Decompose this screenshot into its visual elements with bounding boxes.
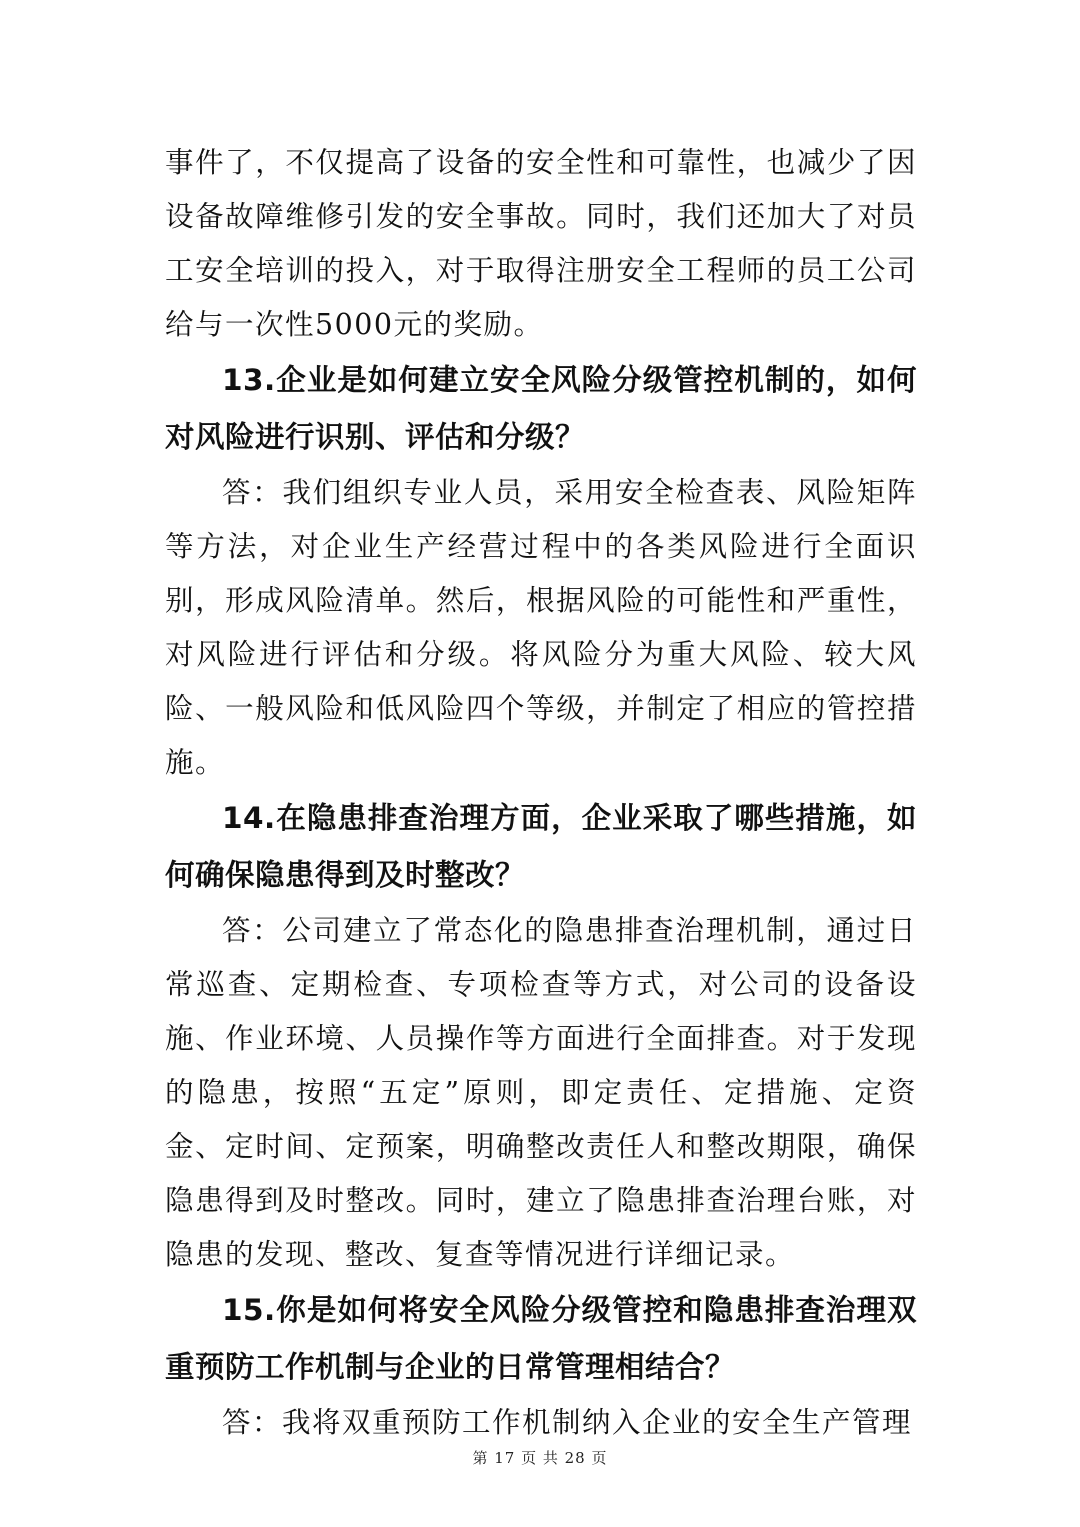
page-body	[165, 136, 917, 1450]
answer-13-paragraph: 答：我们组织专业人员，采用安全检查表、风险矩阵等方法，对企业生产经营过程中的各类风险进行全面识别，形成风险清单。然后，根据风险的可能性和严重性，对风险进行评估和分级。将风险分为重大风险、较大风险、一般风险和低风险四个等级，并制定了相应的管控措施。	[165, 476, 917, 779]
answer-15-paragraph: 答：我将双重预防工作机制纳入企业的安全生产管理	[222, 1406, 913, 1439]
paragraph-continued: 事件了，不仅提高了设备的安全性和可靠性，也减少了因设备故障维修引发的安全事故。同时，我们还加大了对员工安全培训的投入，对于取得注册安全工程师的员工公司给与一次性5000元的奖励。	[165, 146, 917, 341]
answer-14-paragraph: 答：公司建立了常态化的隐患排查治理机制，通过日常巡查、定期检查、专项检查等方式，对公司的设备设施、作业环境、人员操作等方面进行全面排查。对于发现的隐患，按照“五定”原则，即定责任、定措施、定资金、定时间、定预案，明确整改责任人和整改期限，确保隐患得到及时整改。同时，建立了隐患排查治理台账，对隐患的发现、整改、复查等情况进行详细记录。	[165, 914, 917, 1271]
page-number-footer: 第 17 页 共 28 页	[472, 1449, 608, 1467]
question-13-heading: 13.企业是如何建立安全风险分级管控机制的，如何对风险进行识别、评估和分级？	[165, 363, 917, 454]
question-14-heading: 14.在隐患排查治理方面，企业采取了哪些措施，如何确保隐患得到及时整改？	[165, 801, 917, 892]
question-15-heading: 15.你是如何将安全风险分级管控和隐患排查治理双重预防工作机制与企业的日常管理相结合？	[165, 1293, 917, 1384]
